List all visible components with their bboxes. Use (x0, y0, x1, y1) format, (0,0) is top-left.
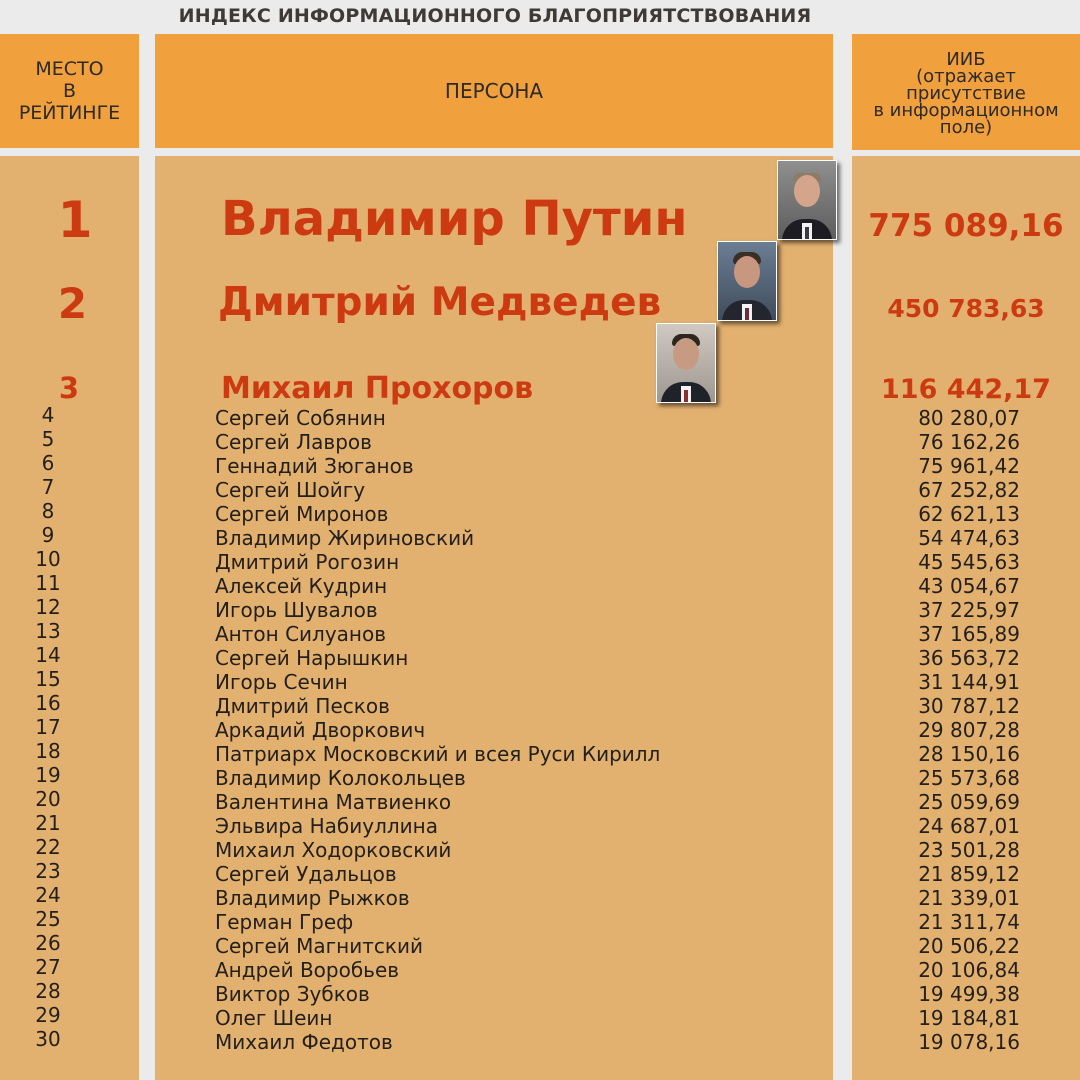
header-value (852, 34, 1080, 150)
value-cell: 37 165,89 (918, 622, 1020, 646)
rank-cell: 7 (41, 475, 55, 499)
value-cell: 62 621,13 (918, 502, 1020, 526)
rank-cell-2: 2 (57, 279, 88, 328)
portrait-photo-3 (656, 323, 716, 403)
person-name: Дмитрий Рогозин (215, 550, 400, 574)
rank-cell: 6 (41, 451, 55, 475)
person-name: Игорь Сечин (215, 670, 348, 694)
rank-cell: 30 (35, 1027, 61, 1051)
rank-cell: 21 (35, 811, 61, 835)
value-cell: 37 225,97 (918, 598, 1020, 622)
value-cell: 25 059,69 (918, 790, 1020, 814)
value-cell: 75 961,42 (918, 454, 1020, 478)
person-name: Олег Шеин (215, 1006, 333, 1030)
header-person (155, 34, 833, 148)
person-name: Дмитрий Песков (215, 694, 390, 718)
rank-cell: 11 (35, 571, 61, 595)
person-name: Сергей Собянин (215, 406, 386, 430)
rank-cell: 23 (35, 859, 61, 883)
value-cell: 21 339,01 (918, 886, 1020, 910)
rank-cell: 24 (35, 883, 61, 907)
person-name: Сергей Лавров (215, 430, 372, 454)
header-value-line: поле) (939, 116, 993, 138)
rank-cell: 4 (41, 403, 55, 427)
rank-cell-3: 3 (58, 371, 80, 405)
header-value-line: присутствие (906, 82, 1026, 104)
header-rank (0, 34, 139, 148)
header-value-line: (отражает (916, 65, 1016, 87)
person-name: Игорь Шувалов (215, 598, 378, 622)
value-cell: 28 150,16 (918, 742, 1020, 766)
rank-cell: 26 (35, 931, 61, 955)
value-cell: 36 563,72 (918, 646, 1020, 670)
person-name-1: Владимир Путин (221, 191, 688, 247)
person-name: Герман Греф (215, 910, 354, 934)
person-name: Владимир Рыжков (215, 886, 410, 910)
header-rank-line: МЕСТО (35, 58, 104, 80)
value-cell: 21 859,12 (918, 862, 1020, 886)
value-cell: 24 687,01 (918, 814, 1020, 838)
person-name: Аркадий Дворкович (215, 718, 426, 742)
rank-cell: 17 (35, 715, 61, 739)
value-cell: 20 506,22 (918, 934, 1020, 958)
value-cell: 19 078,16 (918, 1030, 1020, 1054)
person-name: Патриарх Московский и всея Руси Кирилл (215, 742, 661, 766)
value-cell-3: 116 442,17 (881, 374, 1051, 405)
person-name: Валентина Матвиенко (215, 790, 452, 814)
rank-cell: 27 (35, 955, 61, 979)
value-cell-2: 450 783,63 (887, 294, 1045, 323)
person-name: Эльвира Набиуллина (215, 814, 438, 838)
rank-cell: 28 (35, 979, 61, 1003)
person-name: Андрей Воробьев (215, 958, 400, 982)
value-cell: 67 252,82 (918, 478, 1020, 502)
person-name-2: Дмитрий Медведев (218, 280, 662, 325)
rank-cell: 14 (35, 643, 61, 667)
rank-cell: 12 (35, 595, 61, 619)
value-cell: 20 106,84 (918, 958, 1020, 982)
header-rank-line: В (62, 80, 77, 102)
person-name: Геннадий Зюганов (215, 454, 414, 478)
value-cell: 23 501,28 (918, 838, 1020, 862)
rank-cell: 29 (35, 1003, 61, 1027)
value-cell: 31 144,91 (918, 670, 1020, 694)
person-name: Сергей Нарышкин (215, 646, 409, 670)
value-cell: 30 787,12 (918, 694, 1020, 718)
header-value-line: в информационном (873, 99, 1059, 121)
rank-cell: 13 (35, 619, 61, 643)
person-name-3: Михаил Прохоров (221, 371, 534, 406)
value-cell: 21 311,74 (918, 910, 1020, 934)
value-cell: 76 162,26 (918, 430, 1020, 454)
person-name: Алексей Кудрин (215, 574, 388, 598)
person-name: Михаил Ходорковский (215, 838, 452, 862)
rank-cell: 15 (35, 667, 61, 691)
rank-cell: 20 (35, 787, 61, 811)
value-cell-1: 775 089,16 (868, 208, 1064, 244)
value-cell: 43 054,67 (918, 574, 1020, 598)
person-name: Виктор Зубков (215, 982, 370, 1006)
header-value-line: ИИБ (946, 48, 986, 70)
portrait-photo-2 (717, 241, 777, 321)
rank-cell: 25 (35, 907, 61, 931)
rank-cell: 22 (35, 835, 61, 859)
rank-cell: 19 (35, 763, 61, 787)
person-name: Михаил Федотов (215, 1030, 393, 1054)
person-name: Владимир Колокольцев (215, 766, 466, 790)
value-cell: 80 280,07 (918, 406, 1020, 430)
person-name: Сергей Миронов (215, 502, 389, 526)
value-cell: 29 807,28 (918, 718, 1020, 742)
value-cell: 25 573,68 (918, 766, 1020, 790)
header-person-label: ПЕРСОНА (444, 79, 544, 103)
person-name: Антон Силуанов (215, 622, 387, 646)
value-cell: 45 545,63 (918, 550, 1020, 574)
rank-cell: 18 (35, 739, 61, 763)
person-name: Владимир Жириновский (215, 526, 475, 550)
rank-cell-1: 1 (57, 191, 93, 249)
person-name: Сергей Шойгу (215, 478, 366, 502)
rank-cell: 5 (41, 427, 55, 451)
value-cell: 19 184,81 (918, 1006, 1020, 1030)
person-name: Сергей Магнитский (215, 934, 423, 958)
value-cell: 19 499,38 (918, 982, 1020, 1006)
rank-cell: 10 (35, 547, 61, 571)
chart-title: ИНДЕКС ИНФОРМАЦИОННОГО БЛАГОПРИЯТСТВОВАНИЯ (178, 5, 812, 27)
rank-cell: 9 (41, 523, 55, 547)
person-name: Сергей Удальцов (215, 862, 397, 886)
rank-cell: 8 (41, 499, 55, 523)
value-cell: 54 474,63 (918, 526, 1020, 550)
header-rank-line: РЕЙТИНГЕ (18, 102, 121, 124)
portrait-photo-1 (777, 160, 837, 240)
rank-cell: 16 (35, 691, 61, 715)
